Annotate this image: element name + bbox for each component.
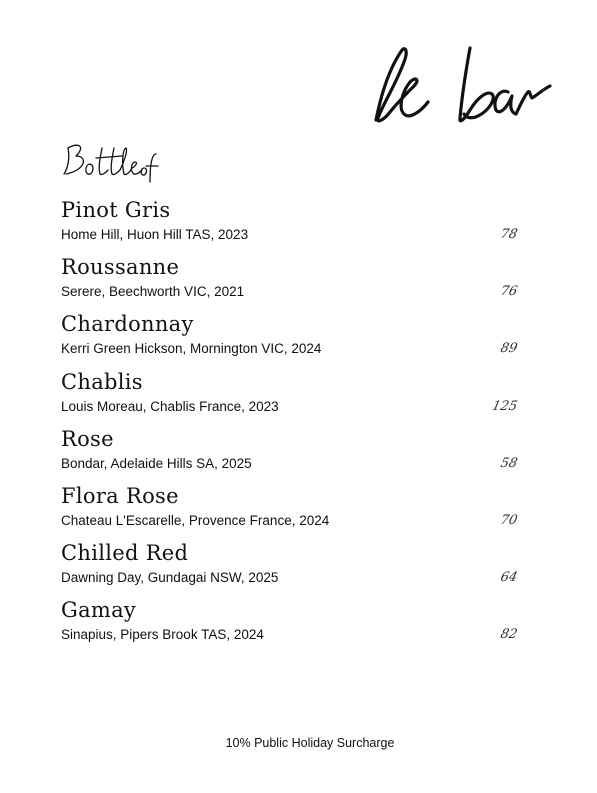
wine-description: Home Hill, Huon Hill TAS, 2023 bbox=[61, 227, 249, 242]
section-title-bottle-of bbox=[60, 140, 160, 184]
wine-price: 78 bbox=[498, 227, 519, 242]
wine-description: Serere, Beechworth VIC, 2021 bbox=[61, 284, 245, 300]
list-item bbox=[61, 425, 521, 482]
wine-price: 70 bbox=[498, 512, 519, 528]
wine-price: 76 bbox=[498, 284, 519, 300]
list-item bbox=[61, 310, 521, 367]
wine-name: Flora Rose bbox=[61, 483, 179, 508]
list-item bbox=[61, 596, 521, 653]
list-item bbox=[61, 482, 521, 539]
list-item bbox=[61, 368, 521, 425]
wine-price: 82 bbox=[498, 627, 519, 643]
wine-description: Chateau L'Escarelle, Provence France, 2024 bbox=[61, 512, 330, 528]
wine-description: Sinapius, Pipers Brook TAS, 2024 bbox=[61, 627, 264, 643]
wine-name: Pinot Gris bbox=[61, 198, 171, 222]
wine-description: Dawning Day, Gundagai NSW, 2025 bbox=[61, 570, 279, 586]
list-item bbox=[61, 196, 521, 253]
wine-list bbox=[61, 196, 521, 654]
le-bar-logo bbox=[366, 40, 556, 126]
wine-name: Rose bbox=[61, 426, 114, 451]
wine-name: Gamay bbox=[61, 598, 137, 623]
list-item bbox=[61, 539, 521, 596]
wine-name: Chardonnay bbox=[61, 312, 194, 337]
wine-description: Kerri Green Hickson, Mornington VIC, 2024 bbox=[61, 341, 322, 357]
wine-price: 64 bbox=[498, 570, 519, 586]
wine-price: 89 bbox=[498, 341, 519, 357]
list-item bbox=[61, 253, 521, 310]
wine-name: Chablis bbox=[61, 369, 143, 394]
surcharge-note: 10% Public Holiday Surcharge bbox=[225, 736, 395, 750]
wine-price: 58 bbox=[498, 455, 519, 471]
wine-price: 125 bbox=[490, 398, 519, 414]
wine-description: Bondar, Adelaide Hills SA, 2025 bbox=[61, 455, 252, 471]
wine-name: Roussanne bbox=[61, 255, 180, 280]
wine-name: Chilled Red bbox=[61, 541, 189, 566]
wine-description: Louis Moreau, Chablis France, 2023 bbox=[61, 398, 279, 414]
